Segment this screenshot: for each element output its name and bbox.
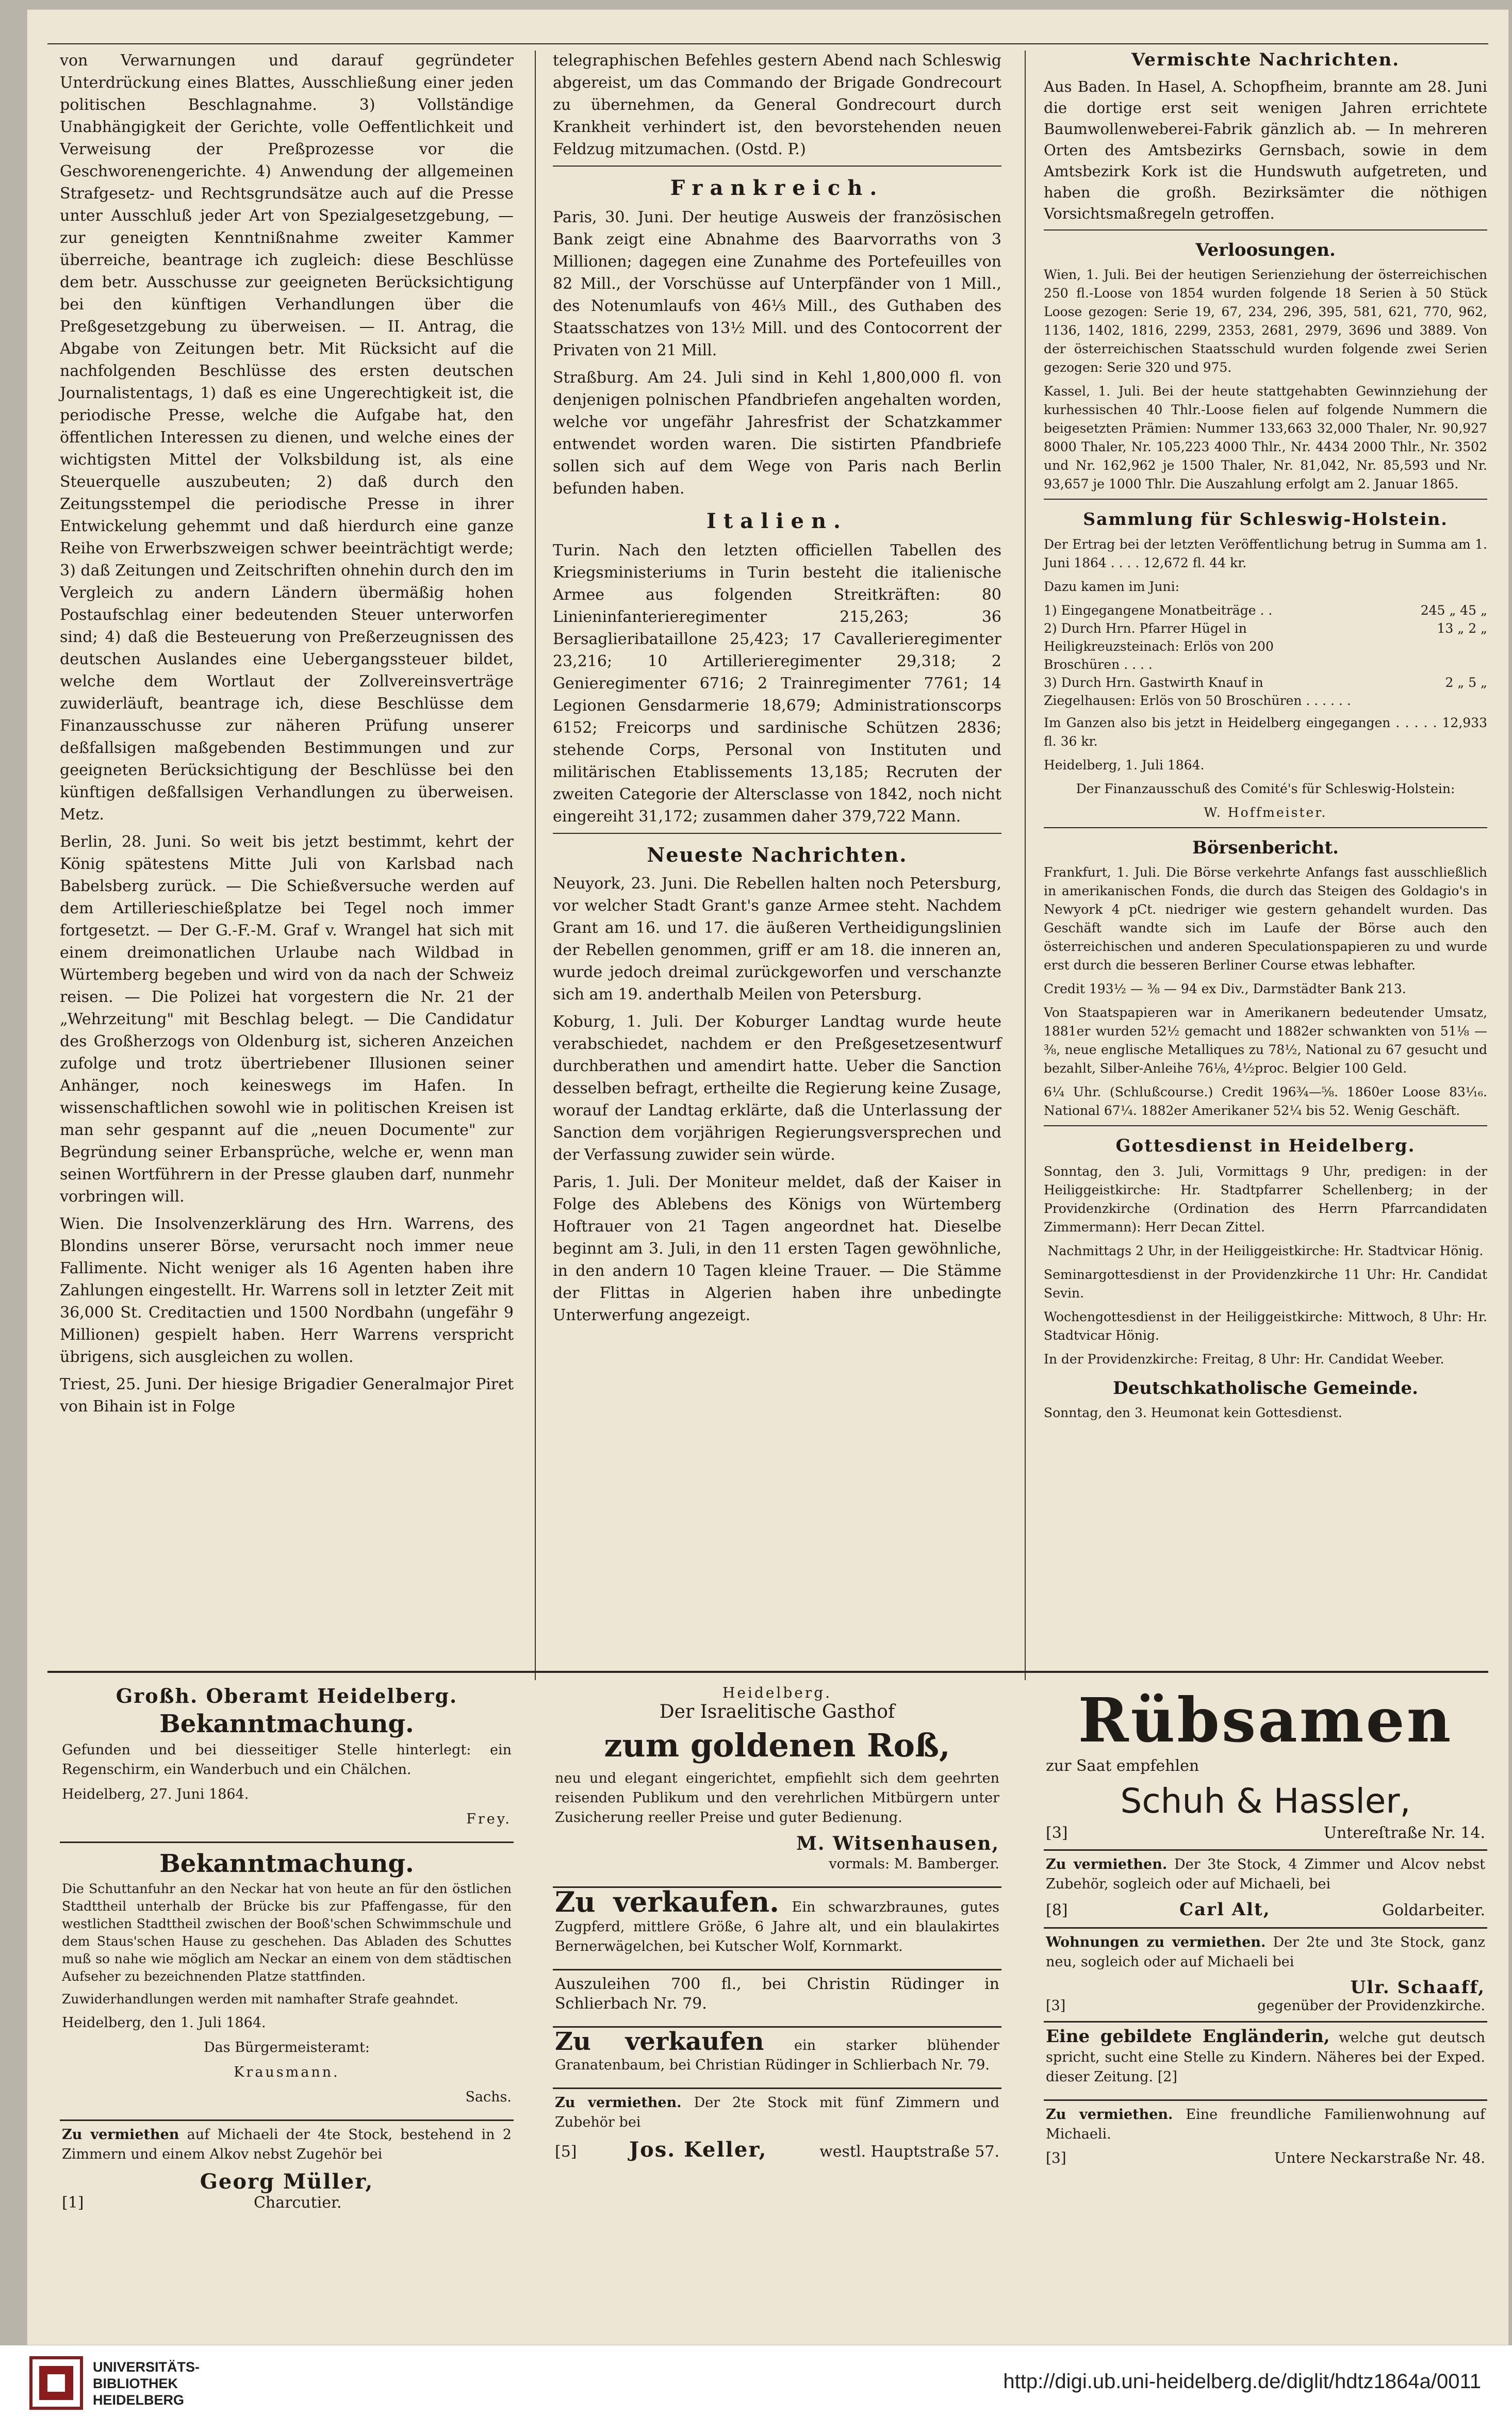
sammlung-total: Im Ganzen also bis jetzt in Heidelberg eingegangen . . . . . 12,933 fl. 36 kr. bbox=[1044, 715, 1487, 749]
article-staatspapiere: Von Staatspapieren war in Amerikanern bedeutender Umsatz, 1881er wurden 52½ gemacht und 1882er schwankten von 51⅛ — ⅜, neue englische Metalliques zu 78½, National zu 67 gesucht und bezahlt, Silber-Anleihe 76⅛, 4½proc. Belgier 100 Geld. bbox=[1044, 1005, 1487, 1076]
ad-town: Heidelberg. bbox=[722, 1684, 832, 1701]
library-name-line: BIBLIOTHEK bbox=[93, 2376, 178, 2391]
section-heading: Vermischte Nachrichten. bbox=[1131, 50, 1400, 70]
divider bbox=[553, 833, 1001, 834]
ad-signature: Sachs. bbox=[465, 2089, 512, 2105]
ad-title: Zu vermiethen bbox=[62, 2127, 179, 2143]
ad-vermiethen bbox=[553, 2089, 1001, 2169]
ad-bekanntmachung bbox=[60, 1680, 514, 1843]
divider bbox=[1044, 827, 1487, 828]
ad-title: Bekanntmachung. bbox=[159, 1710, 414, 1738]
list-item-value: 245 „ 45 „ bbox=[1420, 603, 1487, 618]
article-baden: Aus Baden. In Hasel, A. Schopfheim, brannte am 28. Juni die dortige erst seit wenigen Jahren errichtete Baumwollenweberei-Fabrik gänzlich ab. — In mehreren Orten des Amtsbezirks Gernsbach, sowie in dem Amtsbezirk Kork ist die Hundswuth aufgetreten, und haben die großh. Bezirksämter die nöthigen Vorsichtsmaßregeln getroffen. bbox=[1044, 78, 1487, 222]
column-divider bbox=[535, 51, 536, 1680]
list-item bbox=[1044, 619, 1487, 673]
article-strassburg: Straßburg. Am 24. Juli sind in Kehl 1,800,000 fl. von denjenigen polnischen Pfandbriefen angehalten worden, welche vor ungefähr Jahresfrist der Schatzkammer entwendet worden waren. Die sistirten Pfandbriefe sollen sich auf dem Wege von Paris nach Berlin befunden haben. bbox=[553, 369, 1001, 498]
ad-footer bbox=[1046, 1899, 1485, 1920]
ad-footer bbox=[555, 2138, 999, 2162]
ad-vermiethen bbox=[1044, 1851, 1487, 1929]
ad-text bbox=[62, 2125, 512, 2164]
article-triest: Triest, 25. Juni. Der hiesige Brigadier Generalmajor Piret von Bihain ist in Folge bbox=[60, 1375, 514, 1416]
ad-address: westl. Hauptstraße 57. bbox=[819, 2143, 999, 2161]
section-heading: Sammlung für Schleswig-Holstein. bbox=[1083, 509, 1448, 529]
article-neuyork: Neuyork, 23. Juni. Die Rebellen halten noch Petersburg, vor welcher Stadt Grant's ganze Armee steht. Nachdem Grant am 16. und 17. die äußeren Vertheidigungslinien der Rebellen genommen, griff er am 18. die inneren an, wurde jedoch dreimal zurückgeworfen und verschanzte sich am 19. anderthalb Meilen von Petersburg. bbox=[553, 875, 1001, 1004]
library-name-line: UNIVERSITÄTS- bbox=[93, 2359, 200, 2375]
ad-headline: Rübsamen bbox=[1078, 1684, 1453, 1756]
ad-title: Wohnungen zu vermiethen. bbox=[1046, 1934, 1266, 1950]
ad-body: welche gut deutsch spricht, sucht eine Stelle zu Kindern. Näheres bei der Exped. dieser Zeitung. bbox=[1046, 2030, 1485, 2085]
ad-englaenderin bbox=[1044, 2023, 1487, 2101]
ad-vermiethen bbox=[1044, 2101, 1487, 2174]
list-item-label: 1) Eingegangene Monatbeiträge . . bbox=[1044, 603, 1273, 618]
ad-line: Der Israelitische Gasthof bbox=[659, 1701, 895, 1722]
top-rule bbox=[47, 43, 1488, 44]
ad-office: Das Bürgermeisteramt: bbox=[204, 2040, 370, 2056]
section-heading: Frankreich. bbox=[670, 176, 884, 200]
ads-middle bbox=[553, 1680, 1001, 2169]
university-library-logo-icon bbox=[28, 2355, 85, 2411]
ad-title: Zu vermiethen. bbox=[1046, 2107, 1173, 2123]
ad-firm: Schuh & Hassler, bbox=[1120, 1781, 1411, 1821]
ad-verkaufen bbox=[553, 1885, 1001, 1970]
gottesdienst-text: Sonntag, den 3. Juli, Vormittags 9 Uhr, predigen: in der Heiliggeistkirche: Hr. Stadtpfarrer Schellenberg; in der Providenzkirche (Ordination des Herrn Pfarrcandidaten Zimmermann): Herr Decan Zittel. bbox=[1044, 1164, 1487, 1235]
ad-trade: Charcutier. bbox=[253, 2194, 342, 2212]
ad-signature: Frey. bbox=[466, 1811, 512, 1827]
ad-name: Jos. Keller, bbox=[629, 2138, 767, 2162]
ad-text: Auszuleihen 700 fl., bei Christin Rüdinger in Schlierbach Nr. 79. bbox=[555, 1975, 999, 2013]
ad-title: Bekanntmachung. bbox=[159, 1849, 414, 1878]
ad-body: Der 2te und 3te Stock, ganz neu, sogleich oder auf Michaeli bei bbox=[1046, 1934, 1485, 1970]
article-wien: Wien. Die Insolvenzerklärung des Hrn. Warrens, des Blondins unserer Börse, verursacht noch immer neue Fallimente. Nicht weniger als 16 Agenten haben ihre Zahlungen eingestellt. Hr. Warrens soll in letzter Zeit mit 36,000 St. Creditactien und 1500 Nordbahn (ungefähr 9 Millionen) gespielt haben. Herr Warrens verspricht übrigens, sich ausgleichen zu wollen. bbox=[60, 1215, 514, 1366]
divider bbox=[1044, 1125, 1487, 1126]
ad-body: Ein schwarzbraunes, gutes Zugpferd, mittlere Größe, 6 Jahre alt, und ein blaulakirtes Bernerwägelchen, bei Kutscher Wolf, Kornmarkt. bbox=[555, 1899, 999, 1954]
divider bbox=[553, 166, 1001, 167]
ads-separator bbox=[47, 1671, 1488, 1673]
ad-body: auf Michaeli der 4te Stock, bestehend in 2 Zimmern und einem Alkov nebst Zugehör bei bbox=[62, 2127, 512, 2162]
list-item-label: 3) Durch Hrn. Gastwirth Knauf in Ziegelhausen: Erlös von 50 Broschüren . . . . . . bbox=[1044, 675, 1351, 708]
ad-vermiethen bbox=[60, 2121, 514, 2219]
ad-title: Zu verkaufen. bbox=[555, 1885, 779, 1918]
ad-title: Eine gebildete Engländerin, bbox=[1046, 2026, 1330, 2047]
sammlung-list bbox=[1044, 601, 1487, 710]
ad-text bbox=[1046, 2027, 1485, 2087]
ad-text: Zuwiderhandlungen werden mit namhafter Strafe geahndet. bbox=[62, 1992, 458, 2007]
ad-auszuleihen bbox=[553, 1970, 1001, 2028]
ad-text bbox=[1046, 1855, 1485, 1894]
section-heading: Börsenbericht. bbox=[1192, 837, 1339, 858]
article-text: telegraphischen Befehles gestern Abend nach Schleswig abgereist, um das Commando der Brigade Gondrecourt zu übernehmen, da General Gondrecourt durch Krankheit verhindert ist, den bevorstehenden neuen Feldzug mitzumachen. (Ostd. P.) bbox=[553, 52, 1001, 158]
article-kassel: Kassel, 1. Juli. Bei der heute stattgehabten Gewinnziehung der kurhessischen 40 Thlr.-Loose fielen auf folgende Nummern die beigesetzten Prämien: Nummer 133,663 32,000 Thaler, Nr. 90,927 8000 Thaler, Nr. 105,223 4000 Thlr., Nr. 4434 2000 Thlr., Nr. 3502 und Nr. 162,962 je 1500 Thaler, Nr. 81,042, Nr. 85,593 und Nr. 93,657 je 1000 Thlr. Die Auszahlung erfolgt am 2. Januar 1865. bbox=[1044, 384, 1487, 491]
ads-left bbox=[60, 1680, 514, 2219]
ad-text bbox=[1046, 2105, 1485, 2144]
gottesdienst-text: Wochengottesdienst in der Heiliggeistkirche: Mittwoch, 8 Uhr: Hr. Stadtvicar Hönig. bbox=[1044, 1309, 1487, 1343]
gottesdienst-text: In der Providenzkirche: Freitag, 8 Uhr: Hr. Candidat Weeber. bbox=[1044, 1352, 1444, 1367]
sammlung-signature: Der Finanzausschuß des Comité's für Schleswig-Holstein: bbox=[1076, 781, 1455, 796]
ad-name: Georg Müller, bbox=[200, 2170, 374, 2194]
article-schlusscourse: 6¼ Uhr. (Schlußcourse.) Credit 196¾—⅝. 1860er Loose 83¹⁄₁₆. National 67¼. 1882er Amerikaner 52¼ bis 52. Wenig Geschäft. bbox=[1044, 1084, 1487, 1118]
list-item bbox=[1044, 601, 1487, 619]
ad-office: Großh. Oberamt Heidelberg. bbox=[116, 1684, 458, 1707]
divider bbox=[1044, 229, 1487, 231]
ad-number: [5] bbox=[555, 2143, 577, 2161]
ad-title: Zu verkaufen bbox=[555, 2027, 764, 2056]
ad-prev-owner: vormals: M. Bamberger. bbox=[829, 1856, 999, 1872]
section-heading: Verloosungen. bbox=[1195, 240, 1336, 260]
list-item bbox=[1044, 673, 1487, 710]
ad-verkaufen bbox=[553, 2028, 1001, 2089]
ad-bekanntmachung bbox=[60, 1843, 514, 2121]
ad-text bbox=[555, 2027, 999, 2075]
ad-body: ein starker blühender Granatenbaum, bei Christian Rüdinger in Schlierbach Nr. 79. bbox=[555, 2037, 999, 2073]
column-left bbox=[60, 50, 514, 1423]
article-wien: Wien, 1. Juli. Bei der heutigen Serienziehung der österreichischen 250 fl.-Loose von 1854 wurden folgende 18 Serien à 50 Stück Loose gezogen: Serie 19, 67, 234, 296, 395, 581, 621, 770, 962, 1136, 1402, 1816, 2299, 2353, 2681, 2979, 3696 und 3889. Von der österreichischen Staatsschuld wurden folgende zwei Serien gezogen: Serie 320 und 975. bbox=[1044, 267, 1487, 375]
section-heading: Neueste Nachrichten. bbox=[647, 843, 908, 866]
library-name-line: HEIDELBERG bbox=[93, 2392, 185, 2408]
gottesdienst-text: Seminargottesdienst in der Providenzkirche 11 Uhr: Hr. Candidat Sevin. bbox=[1044, 1267, 1487, 1301]
ad-address: Untereſtraße Nr. 14. bbox=[1323, 1824, 1485, 1842]
article-turin: Turin. Nach den letzten officiellen Tabellen des Kriegsministeriums in Turin besteht die italienische Armee aus folgenden Streitkräften: 80 Linieninfanterieregimenter 215,263; 36 Bersaglieribataillone 25,423; 17 Cavallerieregimenter 23,216; 10 Artillerieregimenter 29,318; 2 Genieregimenter 6716; 2 Trainregimenter 7761; 14 Legionen Gensdarmerie 18,679; Administrationscorps 6152; Freicorps und sardinische Schützen 2836; stehende Corps, Personal von Instituten und militärischen Etablissements 13,185; Recruten der zweiten Categorie der Altersclasse von 1842, noch nicht eingereiht 31,172; zusammen daher 379,722 Mann. bbox=[553, 541, 1001, 826]
list-item-value: 13 „ 2 „ bbox=[1437, 621, 1487, 636]
ad-name: Krausmann. bbox=[234, 2064, 340, 2080]
ad-footer bbox=[62, 2194, 512, 2212]
ads-right bbox=[1044, 1680, 1487, 2174]
ad-date: Heidelberg, 27. Juni 1864. bbox=[62, 1786, 249, 1802]
sammlung-intro: Der Ertrag bei der letzten Veröffentlichung betrug in Summa am 1. Juni 1864 . . . . 12,672 fl. 44 kr. bbox=[1044, 537, 1487, 570]
ad-name: Ulr. Schaaff, bbox=[1350, 1977, 1485, 1998]
ad-address: gegenüber der Providenzkirche. bbox=[1257, 1998, 1485, 2014]
ad-name: Carl Alt, bbox=[1179, 1899, 1271, 1920]
ad-text: neu und elegant eingerichtet, empfiehlt sich dem geehrten reisenden Publikum und den verehrlichen Mitbürgern unter Zusicherung reeller Preise und guter Bedienung. bbox=[555, 1770, 999, 1826]
section-heading: Deutschkatholische Gemeinde. bbox=[1113, 1378, 1418, 1399]
article-koburg: Koburg, 1. Juli. Der Koburger Landtag wurde heute verabschiedet, nachdem er den Preßgesetzesentwurf durchberathen und amendirt hatte. Ueber die Sanction desselben befragt, ertheilte die Regierung keine Zusage, worauf der Landtag erklärte, daß die Unterlassung der Sanction dem vorjährigen Regierungsversprechen und der Verfassung zuwider sein würde. bbox=[553, 1013, 1001, 1164]
article-frankfurt: Frankfurt, 1. Juli. Die Börse verkehrte Anfangs fast ausschließlich in amerikanischen Fonds, die durch das Steigen des Goldagio's in Newyork 4 pCt. niedriger wie gestern gehandelt wurden. Das Geschäft wandte sich im Laufe der Börse auch den österreichischen und anderen Speculationspapieren zu und wurde erst durch die besseren Berliner Course etwas lebhafter. bbox=[1044, 865, 1487, 973]
ad-body: Der 2te Stock mit fünf Zimmern und Zubehör bei bbox=[555, 2095, 999, 2130]
ad-gasthof bbox=[553, 1680, 1001, 1888]
ad-headline: zum goldenen Roß, bbox=[604, 1727, 950, 1764]
sammlung-date: Heidelberg, 1. Juli 1864. bbox=[1044, 758, 1205, 773]
article-paris: Paris, 30. Juni. Der heutige Ausweis der französischen Bank zeigt eine Abnahme des Baarvorraths von 3 Millionen; dagegen eine Zunahme des Portefeuilles von 82 Mill., der Vorschüsse auf Unterpfänder von 1 Mill., des Notenumlaufs von 46⅓ Mill., des Guthaben des Staatsschatzes von 13½ Mill. und des Contocorrent der Privaten von 21 Mill. bbox=[553, 208, 1001, 359]
ad-ruebsamen bbox=[1044, 1680, 1487, 1851]
ad-number: [8] bbox=[1046, 1901, 1068, 1919]
ad-number: [1] bbox=[62, 2194, 84, 2212]
ad-footer bbox=[1046, 1824, 1485, 1842]
ad-text bbox=[555, 1885, 999, 1957]
ad-number: [3] bbox=[1046, 2149, 1066, 2166]
ad-number: [3] bbox=[1046, 1998, 1066, 2014]
deutschkath-text: Sonntag, den 3. Heumonat kein Gottesdienst. bbox=[1044, 1405, 1342, 1420]
ad-text: Die Schuttanfuhr an den Neckar hat von heute an für den östlichen Stadttheil unterhalb der Brücke bis zur Pfaffengasse, für den westlichen Stadttheil zwischen der Booß'schen Schwimmschule und dem Staus'schen Hause zu geschehen. Das Abladen des Schuttes muß so nahe wie möglich am Neckar an einem von dem städtischen Aufseher zu bezeichnenden Platze stattfinden. bbox=[62, 1881, 512, 1984]
ad-text: Gefunden und bei diesseitiger Stelle hinterlegt: ein Regenschirm, ein Wanderbuch und ein Chälchen. bbox=[62, 1742, 512, 1778]
ad-name: M. Witsenhausen, bbox=[796, 1833, 999, 1854]
ad-body: Der 3te Stock, 4 Zimmer und Alcov nebst Zubehör, sogleich oder auf Michaeli, bei bbox=[1046, 1856, 1485, 1892]
article-text: von Verwarnungen und darauf gegründeter Unterdrückung eines Blattes, Ausschließung einer jeden politischen Beschlagnahme. 3) Vollständige Unabhängigkeit der Gerichte, volle Oeffentlichkeit und Verweisung der Preßprozesse vor die Geschworenengerichte. 4) Anwendung der allgemeinen Strafgesetz- und Rechtsgrundsätze auch auf die Presse unter Ausschluß jeder Art von Spezialgesetzgebung, — zur geneigten Kenntnißnahme zweiter Kammer überreiche, beantrage ich zugleich: diese Beschlüsse dem betr. Ausschusse zur geeigneten Berücksichtigung bei den künftigen Verhandlungen über die Preßgesetzgebung zu überweisen. — II. Antrag, die Abgabe von Zeitungen betr. Mit Rücksicht auf die nachfolgenden Beschlüsse des ersten deutschen Journalistentags, 1) daß es eine Ungerechtigkeit ist, die periodische Presse, welche die Aufgabe hat, den öffentlichen Interessen zu dienen, und welche eines der wichtigsten Mittel der Volksbildung ist, als eine Steuerquelle auszubeuten; 2) daß durch den Zeitungsstempel die periodische Presse in ihrer Entwickelung gehemmt und daß hierdurch eine ganze Reihe von Erwerbszweigen schwer beeinträchtigt werde; 3) daß Zeitungen und Zeitschriften ohnehin durch den im Vergleich zu andern Ländern übermäßig hohen Postaufschlag einer bedeutenden Steuer unterworfen sind; 4) daß die Besteuerung von Preßerzeugnissen des deutschen Auslandes eine Uebergangssteuer bildet, welche dem Wortlaut der Zollvereinsverträge zuwiderläuft, beantrage ich, diese Beschlüsse dem Finanzausschusse zur näheren Prüfung unserer deßfallsigen maßgebenden Bestimmungen und zur geeigneten Berücksichtigung der Beschlüsse bei den künftigen deßfallsigen Verhandlungen zu überweisen. Metz. bbox=[60, 52, 514, 824]
library-footer bbox=[0, 2345, 1512, 2416]
ad-title: Zu vermiethen. bbox=[555, 2095, 682, 2111]
ad-number: [3] bbox=[1046, 1824, 1068, 1842]
article-berlin: Berlin, 28. Juni. So weit bis jetzt bestimmt, kehrt der König spätestens Mitte Juli von Karlsbad nach Babelsberg zurück. — Die Schießversuche werden auf dem Artillerieschießplatze bei Tegel noch immer fortgesetzt. — Der G.-F.-M. Graf v. Wrangel hat sich mit einem dreimonatlichen Urlaube nach Wildbad in Würtemberg begeben und wird von da nach der Schweiz reisen. — Die Polizei hat vorgestern die Nr. 21 der „Wehrzeitung" mit Beschlag belegt. — Die Candidatur des Großherzogs von Oldenburg ist, sicheren Anzeichen zufolge und trotz übertriebener Illusionen seiner Anhänger, noch keineswegs im Hafen. In wissenschaftlichen sowohl wie in politischen Kreisen ist man sehr gespannt auf die „neuen Documente" zur Begründung seiner Erbansprüche, welche er, wenn man seinen Wortführern in der Presse glauben darf, nunmehr vorbringen will. bbox=[60, 833, 514, 1206]
article-credit: Credit 193½ — ⅜ — 94 ex Div., Darmstädter Bank 213. bbox=[1044, 981, 1406, 996]
ad-line: zur Saat empfehlen bbox=[1046, 1757, 1199, 1775]
ad-body: Eine freundliche Familienwohnung auf Michaeli. bbox=[1046, 2107, 1485, 2142]
ad-wohnungen bbox=[1044, 1929, 1487, 2023]
ad-text bbox=[555, 2093, 999, 2132]
ad-footer bbox=[1046, 1998, 1485, 2014]
list-item-label: 2) Durch Hrn. Pfarrer Hügel in Heiligkreuzsteinach: Erlös von 200 Broschüren . . . . bbox=[1044, 621, 1274, 672]
library-name bbox=[93, 2359, 200, 2408]
column-right bbox=[1044, 50, 1487, 1427]
ad-date: Heidelberg, den 1. Juli 1864. bbox=[62, 2015, 266, 2031]
ad-trade: Goldarbeiter. bbox=[1382, 1901, 1485, 1919]
ad-address: Untere Neckarstraße Nr. 48. bbox=[1274, 2149, 1485, 2166]
newspaper-page bbox=[27, 9, 1509, 2345]
gottesdienst-text: Nachmittags 2 Uhr, in der Heiliggeistkirche: Hr. Stadtvicar Hönig. bbox=[1047, 1243, 1484, 1258]
ad-number: [2] bbox=[1157, 2069, 1177, 2085]
column-middle bbox=[553, 50, 1001, 1332]
source-url-link[interactable]: http://digi.ub.uni-heidelberg.de/diglit/hdtz1864a/0011 bbox=[1003, 2370, 1481, 2393]
section-heading: Italien. bbox=[706, 509, 848, 533]
ad-title: Zu vermiethen. bbox=[1046, 1856, 1168, 1872]
sammlung-name: W. Hoffmeister. bbox=[1204, 805, 1327, 820]
ad-footer bbox=[1046, 2149, 1485, 2166]
divider bbox=[1044, 499, 1487, 500]
column-divider bbox=[1025, 51, 1026, 1680]
ad-text bbox=[1046, 1933, 1485, 1972]
article-paris: Paris, 1. Juli. Der Moniteur meldet, daß der Kaiser in Folge des Ablebens des Königs von Würtemberg Hoftrauer von 21 Tagen angeordnet hat. Dieselbe beginnt am 3. Juli, in den 11 ersten Tagen gewöhnliche, in den andern 10 Tagen kleine Trauer. — Die Stämme der Flittas in Algerien haben ihre unbedingte Unterwerfung angezeigt. bbox=[553, 1173, 1001, 1324]
list-item-value: 2 „ 5 „ bbox=[1445, 675, 1487, 690]
section-heading: Gottesdienst in Heidelberg. bbox=[1115, 1136, 1416, 1156]
sammlung-dazu: Dazu kamen im Juni: bbox=[1044, 579, 1180, 594]
